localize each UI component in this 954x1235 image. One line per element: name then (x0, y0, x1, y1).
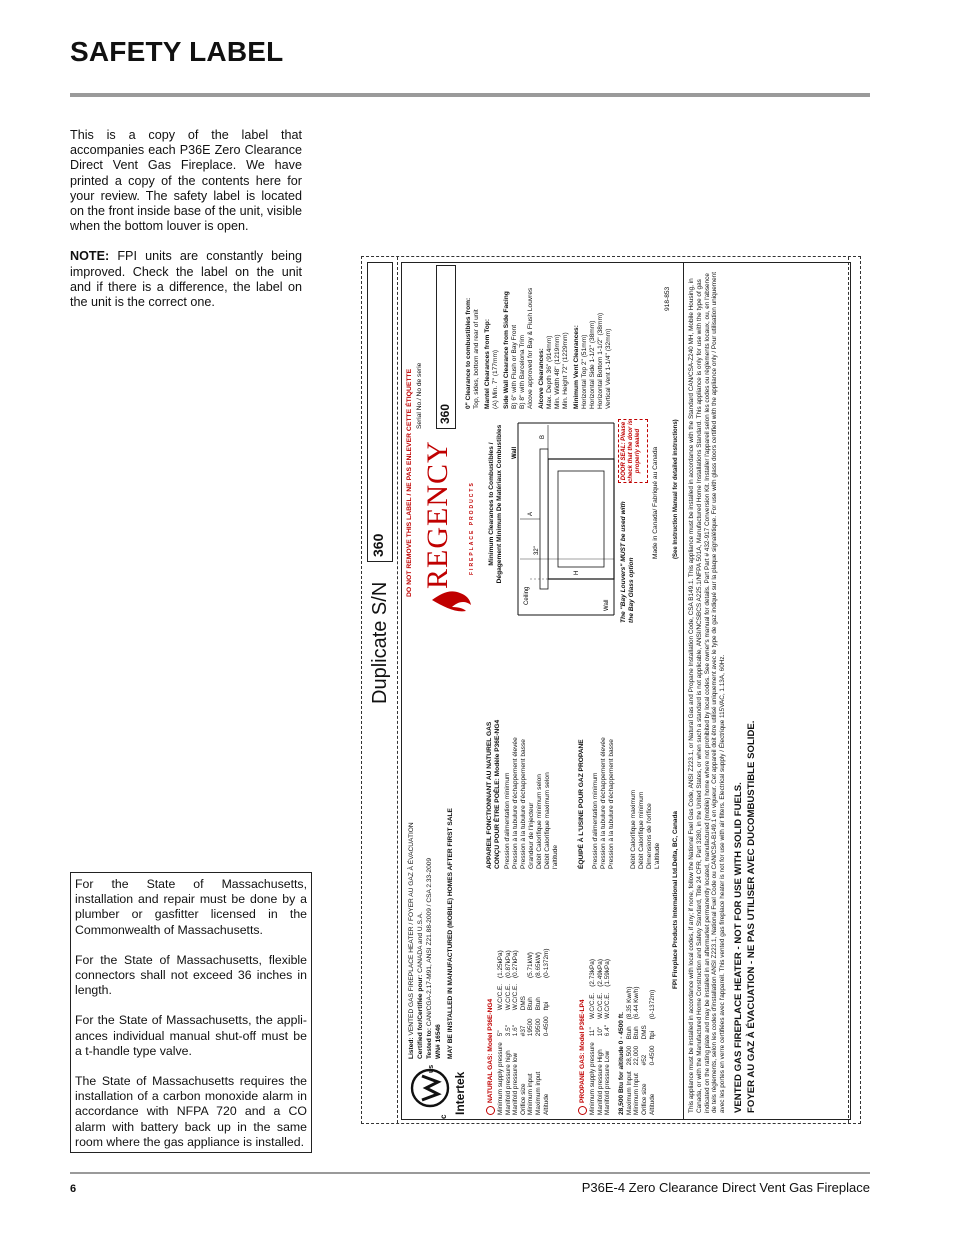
mass-paragraph-1: For the State of Massachusetts, installation and repair must be done by a plumber or gasfitter licensed in the Commonwealth of Massachusetts. (75, 877, 307, 937)
natural-gas-fr-item: l'altitude (552, 845, 559, 869)
clearance-title-en: Minimum Clearances to Combustibles / (488, 442, 495, 566)
duplicate-sn-prefix: 360 (370, 533, 386, 557)
propane-input-cell: Orifice size (640, 1083, 648, 1115)
propane-cell: (2.49kPa) (596, 959, 604, 987)
natural-gas-fr-item: Pression d'alimentation minimum (504, 772, 511, 869)
propane-input-row (626, 981, 634, 1115)
label-bottom-section (684, 262, 851, 1119)
clearance-line: Min. Height 72" (1229mm) (562, 332, 569, 409)
natural-gas-cell: W.C/C.E. (497, 984, 504, 1011)
intertek-logo-icon (408, 1064, 454, 1113)
natural-gas-cell: Orifice size (519, 1083, 527, 1115)
made-in-canada: Made in Canada/ Fabriqué au Canada (652, 446, 659, 559)
natural-gas-cell: W.C/C.E. (504, 984, 512, 1011)
clearance-line: Horizontal Top 2" (51mm) (581, 334, 588, 409)
note-label: NOTE: (70, 249, 110, 264)
certified-label: Certified for/Certifiée pour: (417, 974, 424, 1059)
natural-gas-cell: Minimum input (527, 1073, 535, 1115)
propane-input-cell: (6.44 Kw/h) (633, 986, 641, 1020)
natural-gas-cell: ftpi (542, 1001, 550, 1011)
propane-cell: Minimum supply pressure (589, 1042, 596, 1115)
natural-gas-cell: 5" (497, 1030, 504, 1037)
propane-input-cell: Altitude (648, 1093, 656, 1115)
natural-gas-cell: (5.71kW) (527, 952, 535, 978)
propane-input-cell: ftpi (648, 1030, 656, 1040)
label-part-number: 918-853 (664, 286, 671, 311)
safety-label (401, 262, 851, 1120)
propane-table (589, 953, 612, 1115)
propane-altitude-heading: 28,500 Btu for altitude 0 - 4500 ft. (617, 1012, 625, 1115)
propane-fr-2-item: Dimensions de l'orifice (646, 803, 653, 869)
propane-input-cell: #52 (640, 1054, 648, 1066)
diagram-label-32: 32" (534, 546, 540, 555)
propane-list-fr-2 (630, 639, 662, 869)
tested-label: Tested to: (426, 1027, 433, 1059)
natural-gas-fr-item: Pression à la tubulure d'échappement basse (520, 739, 527, 869)
natural-gas-fr-item: Débit Calorifique minimum selon (536, 774, 543, 869)
intertek-wordmark: Intertek (453, 1071, 467, 1115)
clearance-diagram (508, 419, 618, 619)
see-manual-note: (See Instruction Manual for detailed instructions) (673, 419, 679, 559)
natural-gas-cell: (8.65kW) (534, 952, 542, 978)
natural-gas-cell: Btuh (527, 997, 535, 1011)
propane-input-cell: (0-1372m) (648, 989, 656, 1020)
certified-text: CANADA and U.S.A. (417, 912, 424, 975)
propane-input-cell: Btuh (633, 1026, 641, 1040)
clearance-line: Max. Depth 36" (914mm) (546, 335, 553, 409)
natural-gas-cell (520, 943, 528, 978)
propane-input-cell (641, 981, 649, 1020)
natural-gas-row (527, 943, 535, 1115)
clearance-line: B) 8" with Barcelona Trim (519, 334, 526, 409)
clearance-line: Horizontal Bottom 1-1/2" (38mm) (597, 312, 604, 409)
diagram-label-wall: Wall (512, 446, 518, 459)
label-body-clip (401, 262, 851, 1120)
natural-gas-cell: (0.87kPa) (504, 950, 512, 978)
natural-gas-cell: Maximum input (534, 1071, 542, 1115)
clearance-line: Alcove approved for Bay & Flush Louvres (527, 287, 534, 409)
natural-gas-row (535, 943, 543, 1115)
clearance-line: Horizontal Side 1-1/2" (38mm) (589, 320, 596, 409)
clearance-line: Vertical Vent 1-1/4" (32mm) (605, 328, 612, 409)
duplicate-sn-strip (363, 258, 397, 1122)
propane-input-cell: Minimum Input (633, 1073, 641, 1115)
propane-marker-icon (578, 1106, 587, 1115)
natural-gas-cell: (0-1372m) (542, 948, 550, 978)
manufacturer-line: FPI Fireplace Products International Ltd.Delta, BC, Canada (672, 811, 679, 989)
intro-text (70, 128, 302, 325)
propane-input-cell: Btuh (625, 1026, 633, 1040)
brand-name: REGENCY (421, 440, 454, 589)
top-rule (70, 93, 870, 97)
solid-fuel-warning-fr: FOYER AU GAZ À ÉVACUATION - NE PAS UTILISER AVEC DUCOMBUSTIBLE SOLIDE. (745, 720, 757, 1113)
propane-row (597, 953, 605, 1115)
page-number: 6 (70, 1183, 77, 1195)
do-not-remove-notice: DO NOT REMOVE THIS LABEL / NE PAS ENLEVER CETTE ÉTIQUETTE (406, 368, 413, 597)
propane-input-cell: 28,500 (625, 1045, 633, 1066)
propane-cell: (1.59kPa) (604, 959, 612, 987)
natural-gas-specs-fr (486, 639, 560, 869)
clearance-line: B) 6" with Flush or Bay Front (511, 324, 518, 409)
natural-gas-cell: Manifold pressure low (512, 1052, 520, 1115)
propane-fr-item: Pression d'alimentation minimum (592, 772, 599, 869)
diagram-label-ceiling: Ceiling (524, 586, 530, 605)
natural-gas-cell: Btuh (534, 997, 542, 1011)
intro-paragraph: This is a copy of the label that accompanies each P36E Zero Clearance Direct Vent Gas Fireplace. We have printed a copy of the contents here for your review. The safety label is located on the front inside base of the unit, visible when the bottom louver is open. (70, 128, 302, 234)
natural-gas-cell: Minimum supply pressure (497, 1042, 504, 1115)
natural-gas-list-fr (504, 639, 560, 869)
brand-subtitle: FIREPLACE PRODUCTS (469, 481, 475, 575)
clearance-line: Alcove Clearances: (538, 348, 545, 409)
propane-cell: (2.73kPa) (589, 959, 596, 987)
clearance-title-fr: Dégagement Minimum De Matériaux Combustibles (496, 424, 503, 584)
propane-fr-2-item: L'altitude (654, 842, 661, 869)
propane-input-cell: 22,000 (633, 1045, 641, 1066)
mass-paragraph-2: For the State of Massachusetts, flexible connectors shall not exceed 36 inches in length. (75, 952, 307, 998)
natural-gas-row (497, 943, 505, 1115)
natural-gas-cell: #37 (519, 1025, 527, 1037)
mass-paragraph-4: The State of Massachusetts requires the installation of a carbon monoxide alarm in accordance with NFPA 720 and a CO alarm with battery back up in the same room where the gas appliance is installed. (75, 1074, 307, 1149)
natural-gas-cell: (1.25kPa) (497, 950, 504, 978)
natural-gas-row (512, 943, 520, 1115)
mass-paragraph-3: For the State of Massachusetts, the appli-ances individual manual shut-off must be a t-handle type valve. (75, 1013, 307, 1058)
note-text: FPI units are constantly being improved. Check the label on the unit and if there is a difference, the label on the unit is the correct one. (70, 249, 302, 310)
natural-gas-cell: (0.27kPa) (512, 950, 520, 978)
natural-gas-row (505, 943, 513, 1115)
solid-fuel-warning-en: VENTED GAS FIREPLACE HEATER - NOT FOR USE WITH SOLID FUELS. (732, 782, 744, 1113)
natural-gas-cell: 3.5" (504, 1025, 512, 1037)
natural-gas-specs (486, 875, 550, 1115)
natural-gas-cell: 19500 (527, 1018, 535, 1037)
natural-gas-fr-item: Débit Calorifique maximum selon (544, 772, 551, 869)
propane-input-cell: 0-4500 (648, 1045, 656, 1066)
serial-caption: Serial No./ No de serie (416, 362, 423, 429)
natural-gas-fr-item: Grandeur de l'injecteur (528, 802, 535, 869)
natural-gas-cell: DMS (519, 996, 527, 1011)
note-paragraph (70, 249, 302, 310)
propane-fr-item: Pression à la tubulure d'échappement élevée (600, 737, 607, 869)
page-title: SAFETY LABEL (70, 36, 284, 67)
propane-cell: 10" (596, 1026, 604, 1037)
propane-cell: Manifold pressure High (596, 1049, 604, 1115)
clearance-line: Min. Width 48" (1219mm) (554, 334, 561, 409)
propane-cell: Manifold pressure Low (604, 1050, 612, 1115)
clearance-line: Top, sides, bottom and rear of unit (473, 309, 480, 409)
label-top-section (402, 262, 684, 1119)
duplicate-sn-box (367, 262, 393, 562)
propane-cell: W.C/C.E. (596, 992, 604, 1020)
regency-logo (421, 419, 476, 619)
clearance-line: Mantel Clearances from Top: (484, 318, 491, 409)
natural-gas-cell: Manifold pressure high (504, 1050, 512, 1115)
diagram-label-b: B (540, 434, 546, 439)
propane-fr-2-item: Débit Calorifique minimum (638, 791, 645, 869)
natural-gas-heading: NATURAL GAS: Model P36E-NG4 (486, 998, 494, 1103)
installation-fine-print: This appliance must be installed in accordance with local codes, if any; if none, follow the National Fuel Gas Code, ANSI Z223.1, or Natural Gas and Propane Installation Code, CSA B149.1. This appliance must be installed in accordance with the Standard CAN/CSA-Z240 MH, Mobile Housing, in Canada, or with the Manufactured Home Construction and Safety Standard, Title 24 CFR, Part 3280, in the United States, or when such a standard is not applicable, ANSI/NCSBCS A225.1/NFPA 501A, Manufactured Home Installations Standard. This appliance is only for use with the type of gas indicated on the rating plate and may be installed in an aftermarket permanently located, manufactured (mobile) home where not prohibited by local codes. See owner's manual for details. Part Part # 432-917 Conversion Kit. Installer l'appareil selon les codes ou règlements locaux, ou, en l'absence de tels règlements, selon les codes d'installation ANSI Z223.1, National Fuel Code ou CAN/CSA-B149.1 en vigueur. Cet appareil doit être utilisé uniquement avec le type de gaz indiqué sur la plaque signalétique. For use with glass doors certified with the appliance only / Pour utilisation uniquement avec les portes en verre certifiées avec l'appareil. This vented gas fireplace heater is not for use with air filters. Electrical supply / Électrique 115VAC, 1.13A, 60Hz. (688, 271, 727, 1113)
propane-input-row (633, 981, 641, 1115)
serial-number-box (436, 265, 456, 429)
natural-gas-cell: 29500 (534, 1018, 542, 1037)
clearance-details (462, 263, 613, 409)
natural-gas-heading-fr-1: APPAREIL FONCTIONNANT AU NATUREL GAS (486, 721, 493, 869)
natural-gas-cell: W.C/C.E. (512, 984, 520, 1011)
natural-gas-marker-icon (486, 1106, 495, 1115)
mobile-home-note: MAY BE INSTALLED IN MANUFACTURED (MOBILE) HOMES AFTER FIRST SALE (447, 808, 454, 1059)
clearance-line: Side Wall Clearance from Side Facing (503, 291, 510, 409)
clearance-line: Minimum Vent Clearances: (573, 325, 580, 409)
propane-table-2 (626, 981, 656, 1115)
propane-specs-fr (578, 639, 662, 869)
tested-text: CAN/CGA-2.17-M91, ANSI Z21.88-2009 / CSA 2.33-2009 (426, 857, 433, 1028)
propane-heading: PROPANE GAS: Model P36E-LP4 (578, 999, 586, 1103)
propane-cell: 6.4" (604, 1025, 612, 1037)
natural-gas-heading-fr-2: CONÇU POUR ÊTRE POÊLE: Modèle P36E-NG4 (494, 719, 501, 869)
propane-input-row (641, 981, 649, 1115)
propane-fr-item: Pression à la tubulure d'échappement basse (608, 739, 615, 869)
propane-fr-2-item: Débit Calorifique maximum (630, 789, 637, 869)
propane-cell: W.C/C.E. (589, 992, 596, 1020)
natural-gas-cell: Altitude (542, 1093, 550, 1115)
propane-row (589, 953, 597, 1115)
propane-specs (578, 875, 656, 1115)
listed-label: Listed: (408, 1037, 415, 1059)
cert-mark-c: c (439, 1114, 448, 1119)
diagram-label-h: H (574, 570, 580, 575)
flame-icon (430, 587, 472, 613)
bay-louvers-note: The "Bay Louvers" MUST be used with the Bay Glass option (620, 501, 635, 623)
duplicate-sn-title: Duplicate S/N (369, 581, 391, 704)
propane-list-fr (592, 639, 616, 869)
clearance-line: (A) Min. 7" (177mm) (492, 349, 499, 409)
natural-gas-fr-item: Pression à la tubulure d'échappement élevée (512, 737, 519, 869)
propane-cell: 11" (589, 1027, 596, 1037)
natural-gas-row (520, 943, 528, 1115)
door-seal-note: DOOR SEAL: Please check that the door is properly sealed (618, 419, 648, 483)
propane-input-row (649, 981, 657, 1115)
diagram-label-wall-2: Wall (604, 599, 610, 611)
natural-gas-table (497, 943, 550, 1115)
natural-gas-cell: 0-4500 (542, 1016, 550, 1037)
wn-number: WN# 16546 (435, 1024, 442, 1059)
propane-input-cell: (8.35 Kw/h) (625, 986, 633, 1020)
clearance-title (488, 419, 504, 589)
natural-gas-row (543, 943, 551, 1115)
bottom-rule (70, 1172, 870, 1174)
propane-heading-fr: ÉQUIPÉ À L'USINE POUR GAZ PROPANE (578, 739, 585, 869)
certification-block (408, 639, 456, 1059)
natural-gas-cell: 1.6" (512, 1025, 520, 1037)
propane-row (604, 953, 612, 1115)
massachusetts-box (70, 872, 312, 1153)
cert-mark-us: us (428, 1064, 435, 1073)
page-footer: P36E-4 Zero Clearance Direct Vent Gas Fireplace (581, 1180, 870, 1195)
diagram-label-a: A (528, 511, 534, 516)
serial-prefix: 360 (438, 403, 452, 424)
propane-cell: W.C/C.E. (604, 992, 612, 1020)
clearance-line: 0" Clearance to combustibles from: (465, 297, 472, 409)
propane-input-cell: Maximum Input (625, 1071, 633, 1115)
listed-text: VENTED GAS FIREPLACE HEATER / FOYER AU GAZ À ÉVACUATION (408, 822, 415, 1038)
propane-input-cell: DMS (640, 1025, 648, 1040)
